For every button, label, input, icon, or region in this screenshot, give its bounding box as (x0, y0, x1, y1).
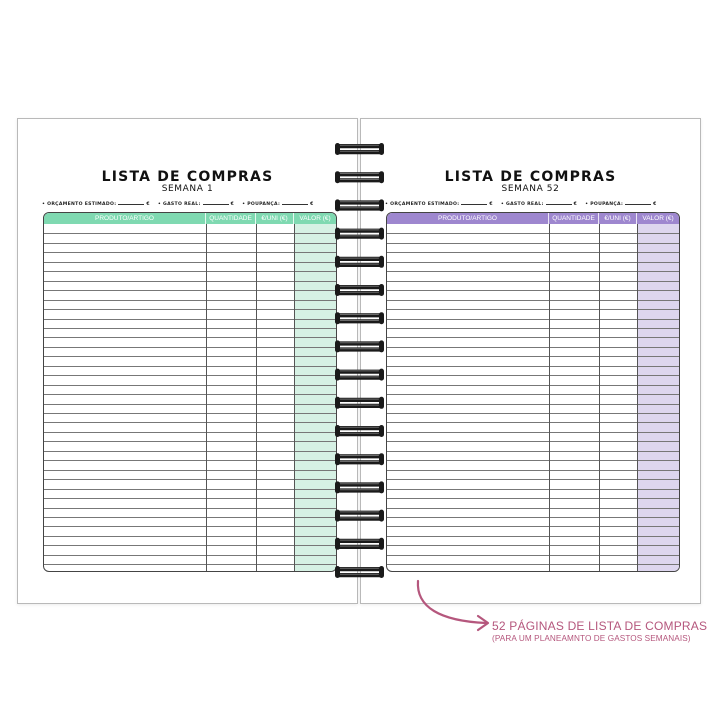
row-line (44, 281, 336, 282)
table-header (387, 213, 679, 224)
row-line (387, 300, 679, 301)
row-line (44, 489, 336, 490)
row-line (44, 300, 336, 301)
spiral-ring (335, 510, 384, 522)
header-unit-price: €/UNI (€) (256, 213, 294, 224)
row-line (44, 337, 336, 338)
row-line (387, 422, 679, 423)
header-unit-price: €/UNI (€) (599, 213, 637, 224)
header-product: PRODUTO/ARTIGO (387, 213, 549, 224)
row-line (44, 375, 336, 376)
column-divider (637, 224, 638, 571)
estimated-budget-field: • ORÇAMENTO ESTIMADO: € (42, 202, 150, 207)
spiral-ring (335, 425, 384, 437)
spiral-ring (335, 284, 384, 296)
row-line (44, 498, 336, 499)
row-line (387, 243, 679, 244)
row-line (387, 262, 679, 263)
header-quantity: QUANTIDADE (206, 213, 256, 224)
row-line (387, 356, 679, 357)
spiral-ring (335, 228, 384, 240)
spiral-ring (335, 143, 384, 155)
row-line (44, 309, 336, 310)
row-line (387, 319, 679, 320)
row-line (44, 526, 336, 527)
row-line (44, 233, 336, 234)
table-rows (387, 224, 679, 571)
row-line (387, 366, 679, 367)
row-line (387, 460, 679, 461)
budget-fields (42, 202, 353, 207)
row-line (44, 319, 336, 320)
row-line (387, 337, 679, 338)
column-divider (256, 224, 257, 571)
row-line (44, 356, 336, 357)
row-line (387, 536, 679, 537)
curved-arrow-icon (410, 577, 492, 637)
column-divider (206, 224, 207, 571)
row-line (44, 451, 336, 452)
row-line (44, 441, 336, 442)
row-line (387, 281, 679, 282)
row-line (44, 394, 336, 395)
spiral-ring (335, 312, 384, 324)
row-line (387, 441, 679, 442)
page-title: LISTA DE COMPRAS (101, 169, 274, 185)
row-line (387, 545, 679, 546)
annotation-headline: 52 PÁGINAS DE LISTA DE COMPRAS (492, 619, 708, 633)
row-line (44, 564, 336, 565)
row-line (44, 479, 336, 480)
row-line (387, 432, 679, 433)
row-line (44, 422, 336, 423)
row-line (44, 328, 336, 329)
spiral-binding (330, 130, 390, 590)
row-line (387, 347, 679, 348)
row-line (44, 290, 336, 291)
row-line (387, 564, 679, 565)
row-line (387, 290, 679, 291)
row-line (44, 545, 336, 546)
row-line (44, 271, 336, 272)
row-line (387, 385, 679, 386)
spiral-ring (335, 340, 384, 352)
notebook-page-left (17, 118, 358, 604)
row-line (44, 432, 336, 433)
page-subtitle: SEMANA 52 (501, 184, 560, 194)
table-header (44, 213, 336, 224)
spiral-ring (335, 566, 384, 578)
row-line (44, 508, 336, 509)
row-line (44, 470, 336, 471)
shopping-table (386, 212, 680, 572)
real-spend-field: • GASTO REAL: € (500, 202, 578, 207)
row-line (387, 470, 679, 471)
column-divider (549, 224, 550, 571)
page-title: LISTA DE COMPRAS (444, 169, 617, 185)
row-line (44, 460, 336, 461)
header-product: PRODUTO/ARTIGO (44, 213, 206, 224)
row-line (44, 385, 336, 386)
real-spend-field: • GASTO REAL: € (157, 202, 235, 207)
row-line (387, 498, 679, 499)
column-divider (599, 224, 600, 571)
row-line (387, 489, 679, 490)
shopping-table (43, 212, 337, 572)
spiral-ring (335, 481, 384, 493)
spiral-ring (335, 453, 384, 465)
budget-fields (385, 202, 696, 207)
spiral-ring (335, 538, 384, 550)
row-line (387, 375, 679, 376)
row-line (44, 413, 336, 414)
column-divider (294, 224, 295, 571)
spiral-ring (335, 171, 384, 183)
row-line (387, 555, 679, 556)
estimated-budget-field: • ORÇAMENTO ESTIMADO: € (385, 202, 493, 207)
row-line (44, 404, 336, 405)
spiral-ring (335, 397, 384, 409)
savings-field: • POUPANÇA: € (585, 202, 657, 207)
row-line (387, 309, 679, 310)
row-line (387, 394, 679, 395)
annotation-subline: (PARA UM PLANEAMNTO DE GASTOS SEMANAIS) (492, 634, 691, 643)
row-line (387, 508, 679, 509)
row-line (44, 252, 336, 253)
table-rows (44, 224, 336, 571)
row-line (387, 451, 679, 452)
header-value: VALOR (€) (294, 213, 336, 224)
row-line (387, 252, 679, 253)
row-line (44, 366, 336, 367)
row-line (44, 517, 336, 518)
savings-field: • POUPANÇA: € (242, 202, 314, 207)
header-value: VALOR (€) (637, 213, 679, 224)
page-subtitle: SEMANA 1 (161, 184, 214, 194)
row-line (387, 517, 679, 518)
row-line (387, 271, 679, 272)
row-line (44, 536, 336, 537)
spiral-ring (335, 369, 384, 381)
row-line (44, 555, 336, 556)
row-line (387, 526, 679, 527)
row-line (387, 328, 679, 329)
spiral-ring (335, 256, 384, 268)
row-line (44, 347, 336, 348)
header-quantity: QUANTIDADE (549, 213, 599, 224)
row-line (44, 262, 336, 263)
row-line (387, 479, 679, 480)
row-line (387, 413, 679, 414)
row-line (44, 243, 336, 244)
spiral-ring (335, 199, 384, 211)
notebook-page-right (360, 118, 701, 604)
row-line (387, 404, 679, 405)
row-line (387, 233, 679, 234)
